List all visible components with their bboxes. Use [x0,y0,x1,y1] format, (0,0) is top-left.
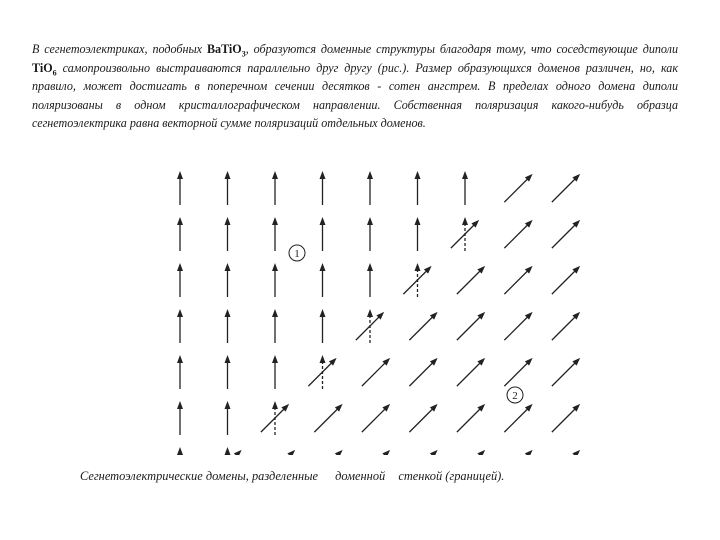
domain-label-1-marker [289,245,305,261]
dipole-arrow-r6-c2 [225,401,231,435]
dipole-arrow-r2-c1 [177,217,183,251]
dipole-arrow-r5-c1 [177,355,183,389]
dipole-arrow-r2-c4 [320,217,326,251]
caption-part-2: доменной [335,469,386,483]
dipole-arrow-r7-c9 [552,450,580,455]
dipole-arrow-r4-c5 [356,309,384,343]
dipole-arrow-r4-c1 [177,309,183,343]
dipole-arrow-r5-c5 [362,358,390,386]
dipole-arrow-r2-c5 [367,217,373,251]
dipole-arrow-r5-c8 [504,358,532,386]
formula-batio3 [206,42,246,59]
dipole-arrow-r1-c5 [367,171,373,205]
caption-part-1: Сегнетоэлектрические домены, разделенные [80,469,319,483]
dipole-arrow-r1-c4 [320,171,326,205]
dipole-arrow-r2-c6 [415,217,421,251]
dipole-arrow-r1-c7 [462,171,468,205]
dipole-arrow-r7-c1 [177,447,183,455]
dipole-arrow-r5-c2 [225,355,231,389]
dipole-arrow-r6-c7 [457,404,485,432]
dipole-arrow-r1-c1 [177,171,183,205]
formula-tio6 [32,61,57,75]
dipole-arrow-r3-c5 [367,263,373,297]
dipole-arrow-r6-c4 [314,404,342,432]
dipole-arrow-r1-c2 [225,171,231,205]
dipole-arrow-r6-c5 [362,404,390,432]
dipole-arrow-r4-c7 [457,312,485,340]
paragraph-text-2: , образуются доменные структуры благодаря тому, что соседствующие диполи [245,42,678,56]
dipole-arrow-r6-c6 [409,404,437,432]
dipole-arrow-r4-c4 [320,309,326,343]
dipole-arrow-r2-c7 [451,217,479,251]
formula-batio3-sub: 3 [241,49,246,59]
dipole-arrow-r4-c9 [552,312,580,340]
dipole-arrow-r3-c7 [457,266,485,294]
dipole-arrow-r3-c3 [272,263,278,297]
dipole-arrow-r3-c4 [320,263,326,297]
paragraph-text-1: В сегнетоэлектриках, подобных [32,42,207,56]
dipole-arrow-r5-c3 [272,355,278,389]
dipole-arrow-r5-c4 [308,355,336,389]
body-paragraph [32,40,678,133]
dipole-arrow-r3-c8 [504,266,532,294]
domain-label-1: 1 [294,248,300,260]
dipole-arrow-r2-c3 [272,217,278,251]
dipole-arrow-r1-c3 [272,171,278,205]
figure-caption [80,469,504,484]
dipole-arrow-r2-c8 [504,220,532,248]
dipole-arrow-r2-c2 [225,217,231,251]
domain-label-2-marker [507,387,523,403]
dipole-arrow-r7-c3 [267,450,295,455]
dipole-arrow-r4-c8 [504,312,532,340]
dipole-arrow-r3-c9 [552,266,580,294]
dipole-arrow-r3-c2 [225,263,231,297]
dipole-arrow-r5-c6 [409,358,437,386]
dipole-arrow-r3-c6 [403,263,431,297]
dipole-arrow-r7-c5 [362,450,390,455]
dipole-arrow-r1-c6 [415,171,421,205]
dipole-arrow-r5-c9 [552,358,580,386]
formula-tio6-main: TiO [32,60,53,75]
dipole-arrow-r1-c9 [552,174,580,202]
domain-label-2: 2 [512,390,518,402]
dipole-arrow-r3-c1 [177,263,183,297]
dipole-arrow-r4-c3 [272,309,278,343]
formula-tio6-sub: 6 [52,68,57,77]
formula-batio3-main: BaTiO [206,42,242,56]
dipole-arrow-r7-c8 [504,450,532,455]
caption-part-3: стенкой (границей). [398,469,505,483]
dipole-arrow-r6-c8 [504,404,532,432]
dipole-arrow-r2-c9 [552,220,580,248]
dipole-arrow-r7-c2 [213,447,241,455]
dipole-arrow-r7-c4 [314,450,342,455]
dipole-arrow-r4-c2 [225,309,231,343]
dipole-arrow-r6-c9 [552,404,580,432]
dipole-arrow-r7-c6 [409,450,437,455]
dipole-arrow-r7-c7 [457,450,485,455]
dipole-arrow-r6-c3 [261,401,289,435]
dipole-arrow-r5-c7 [457,358,485,386]
domain-structure-figure [160,160,600,455]
dipole-arrow-r1-c8 [504,174,532,202]
paragraph-text-3: самопроизвольно выстраиваются параллельно друг другу (рис.). Размер образующихся доменов различен, но, как правило, может достигать в поперечном сечении десятков - сотен ангстрем. В пределах одного домена диполи поляризованы в одном кристаллографическом направлении. Собственная поляризация какого-нибудь образца сегнетоэлектрика равна векторной сумме поляризаций отдельных доменов. [32,60,678,131]
dipole-arrow-r6-c1 [177,401,183,435]
dipole-arrow-r4-c6 [409,312,437,340]
dipole-arrows [177,171,580,455]
